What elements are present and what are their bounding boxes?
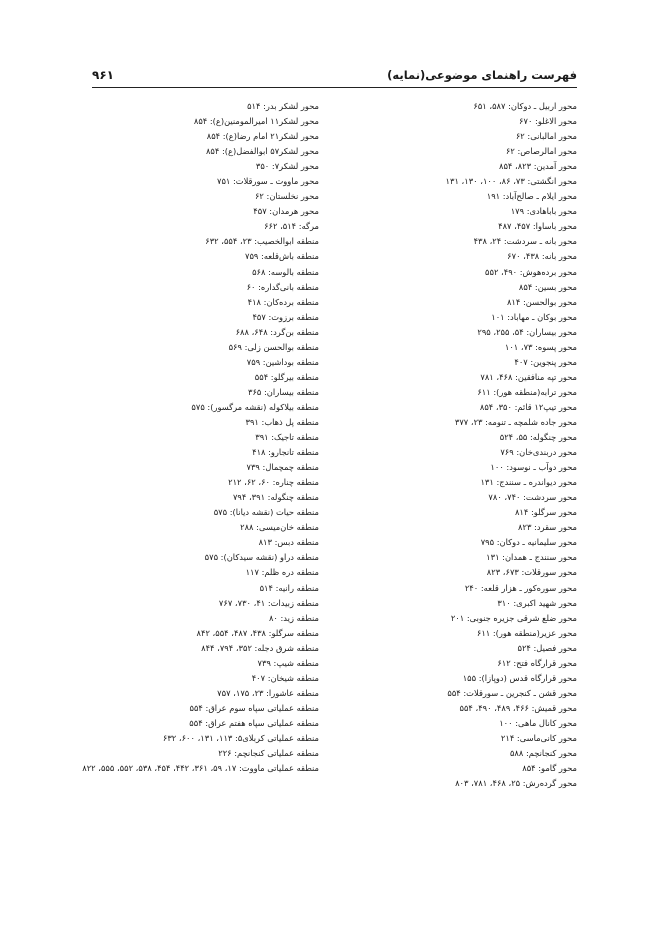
index-entry: منطقه تانجارو: ۴۱۸: [252, 447, 319, 458]
index-entry: محور دیواندره ـ سنندج: ۱۳۱: [480, 477, 577, 488]
index-entry: منطقه زید: ۸۰: [268, 612, 319, 623]
index-entry: منطقه بن‌گرد: ۶۴۸، ۶۸۸: [235, 326, 319, 337]
index-entry: محور تپه منافقین: ۴۶۸، ۷۸۱: [480, 371, 577, 382]
index-entry: محور قرارگاه قدس (دوپازا): ۱۵۵: [462, 672, 577, 683]
index-entry: منطقه حیات (نقشه دیانا): ۵۷۵: [213, 507, 319, 518]
index-entry: منطقه شرق دجله: ۳۵۲، ۷۹۴، ۸۴۴: [201, 642, 319, 653]
index-entry: محور الاغلو: ۶۷۰: [519, 116, 577, 127]
header-rule: [92, 87, 577, 88]
index-entry: محور قشن ـ کنجرین ـ سورقلات: ۵۵۴: [447, 687, 577, 698]
index-entry: محور لشکر بدر: ۵۱۴: [247, 101, 319, 111]
index-entry: منطقه برزوت: ۴۵۷: [252, 311, 319, 322]
index-entry: محور سنندج ـ همدان: ۱۳۱: [486, 552, 577, 563]
index-entry: منطقه بیرگلو: ۵۵۴: [254, 371, 319, 382]
index-entry: منطقه عملیاتی سپاه سوم عراق: ۵۵۴: [189, 702, 319, 713]
index-entry: منطقه باش‌قلعه: ۷۵۹: [245, 251, 319, 262]
index-entry: محور ایلام ـ صالح‌آباد: ۱۹۱: [486, 191, 577, 202]
index-entry: مرگه: ۵۱۴، ۶۶۲: [264, 221, 319, 232]
index-entry: محور بوالحسن: ۸۱۴: [506, 296, 577, 307]
index-entry: محور دربندی‌خان: ۷۶۹: [500, 447, 577, 458]
index-entry: محور گرده‌رش: ۲۵، ۴۶۸، ۷۸۱، ۸۰۳: [455, 778, 577, 789]
index-entry: منطقه دراو (نقشه سیدکان): ۵۷۵: [204, 552, 319, 563]
index-entry: محور ضلع شرقی جزیره جنوبی: ۲۰۱: [450, 612, 577, 623]
index-entry: محور امالرصاص: ۶۲: [505, 146, 577, 157]
index-entry: محور باساوا: ۴۵۷، ۴۸۷: [498, 221, 577, 232]
index-entry: منطقه عملیاتی ماووت: ۱۷، ۵۹، ۳۶۱، ۴۴۲، ۴۵۴، ۵۳۸، ۵۵۲، ۵۵۵، ۸۲۲: [82, 763, 319, 774]
index-entry: محور سقرد: ۸۲۳: [518, 522, 577, 533]
index-entry: منطقه شیخان: ۴۰۷: [251, 672, 319, 683]
index-entry: محور سردشت: ۷۴۰، ۷۸۰: [488, 492, 577, 503]
index-entry: منطقه بانی‌گداره: ۶۰: [246, 281, 319, 292]
index-entry: محور کنجانچم: ۵۸۸: [509, 748, 577, 759]
index-entry: محور گامو: ۸۵۴: [522, 763, 577, 774]
index-entry: منطقه برده‌کان: ۴۱۸: [247, 296, 319, 307]
index-entry: محور ترابه(منطقه هور): ۶۱۱: [477, 386, 577, 397]
index-entry: محور سرگلو: ۸۱۴: [514, 507, 577, 518]
index-entry: منطقه بوداشین: ۷۵۹: [246, 356, 319, 367]
index-entry: محور پنجوین: ۴۰۷: [514, 356, 577, 367]
index-entry: محور امالبانی: ۶۲: [515, 131, 577, 142]
index-entry: منطقه عملیاتی سپاه هفتم عراق: ۵۵۴: [189, 717, 319, 728]
index-entry: منطقه چمچمال: ۷۳۹: [246, 462, 319, 473]
index-entry: محور هرمدان: ۴۵۷: [253, 206, 319, 217]
index-entry: منطقه سرگلو: ۴۳۸، ۴۸۷، ۵۵۴، ۸۴۲: [196, 627, 319, 638]
index-entry: محور سلیمانیه ـ دوکان: ۷۹۵: [480, 537, 577, 548]
index-entry: محور قرارگاه فتح: ۶۱۲: [497, 657, 577, 668]
index-entry: منطقه چناره: ۶۰، ۶۲، ۲۱۲: [228, 477, 319, 488]
index-entry: محور لشکر۵۷ ابوالفضل(ع): ۸۵۴: [205, 146, 319, 157]
index-entry: منطقه ابوالخصیب: ۲۳، ۵۵۴، ۶۳۲: [205, 236, 319, 247]
index-entry: منطقه رانیه: ۵۱۴: [259, 582, 319, 593]
index-entry: محور عزیر(منطقه هور): ۶۱۱: [476, 627, 577, 638]
index-entry: منطقه بالوسه: ۵۶۸: [252, 266, 319, 277]
index-entry: محور لشکر۲۱ امام رضا(ع): ۸۵۴: [206, 131, 319, 142]
index-entry: محور سورقلات: ۶۷۳، ۸۲۳: [486, 567, 577, 578]
index-entry: محور سوره‌کور ـ هزار قلعه: ۲۴۰: [464, 582, 577, 593]
index-column-left: [79, 99, 319, 776]
index-entry: محور تیپ۱۲ قائم: ۳۵۰، ۸۵۴: [479, 401, 577, 412]
index-entry: منطقه چنگوله: ۳۹۱، ۷۹۴: [232, 492, 319, 503]
index-entry: محور بانه ـ سردشت: ۲۴، ۴۳۸: [473, 236, 577, 247]
index-entry: منطقه خان‌میسی: ۲۸۸: [240, 522, 319, 533]
index-entry: محور بیساران: ۵۴، ۲۵۵، ۲۹۵: [477, 326, 577, 337]
index-entry: محور بانه: ۴۳۸، ۶۷۰: [507, 251, 577, 262]
index-entry: محور آمدین: ۸۲۳، ۸۵۴: [499, 161, 577, 172]
index-entry: منطقه عاشورا: ۲۳، ۱۷۵، ۷۵۷: [217, 687, 319, 698]
index-entry: محور انگشتی: ۷۳، ۸۶، ۱۰۰، ۱۳۰، ۱۳۱: [445, 176, 577, 187]
index-entry: محور باباهادی: ۱۷۹: [510, 206, 577, 217]
index-entry: محور نخلستان: ۶۲: [254, 191, 319, 202]
index-entry: محور برده‌هوش: ۴۹۰، ۵۵۲: [485, 266, 577, 277]
index-entry: محور کانال ماهی: ۱۰۰: [499, 717, 577, 728]
index-entry: محور قمیش: ۴۶۶، ۴۸۹، ۴۹۰، ۵۵۴: [459, 702, 577, 713]
index-entry: منطقه بیساران: ۳۶۵: [248, 386, 319, 397]
index-entry: محور لشکر۱۱ امیرالمومنین(ع): ۸۵۴: [193, 116, 319, 127]
index-entry: محور بسین: ۸۵۴: [518, 281, 577, 292]
index-entry: منطقه پل ذهاب: ۳۹۱: [245, 416, 319, 427]
index-entry: منطقه عملیاتی کربلای۵: ۱۱۳، ۱۳۱، ۶۰۰، ۶۳۲: [162, 732, 319, 743]
page-title: فهرست راهنمای موضوعی(نمایه): [387, 68, 577, 82]
index-entry: محور فصیل: ۵۲۴: [517, 642, 577, 653]
index-entry: منطقه دره ظلم: ۱۱۷: [245, 567, 319, 578]
index-entry: منطقه بوالحسن زلی: ۵۶۹: [228, 341, 319, 352]
index-entry: منطقه تاجیک: ۳۹۱: [255, 432, 319, 443]
page-number: ۹۶۱: [92, 68, 114, 82]
index-entry: محور جاده شلمچه ـ تنومه: ۲۳، ۳۷۷: [454, 416, 577, 427]
index-column-right: [337, 99, 577, 791]
index-entry: منطقه بیلاکوله (نقشه مرگسور): ۵۷۵: [191, 401, 319, 412]
index-entry: منطقه شیپ: ۷۳۹: [257, 657, 319, 668]
index-entry: منطقه عملیاتی کنجانچم: ۲۲۶: [218, 748, 319, 759]
index-entry: منطقه زبیدات: ۴۱، ۷۳۰، ۷۶۷: [218, 597, 319, 608]
index-entry: محور دوآب ـ نوسود: ۱۰۰: [490, 462, 577, 473]
index-entry: محور پسوه: ۷۳، ۱۰۱: [504, 341, 577, 352]
index-entry: محور اربیل ـ دوکان: ۵۸۷، ۶۵۱: [473, 101, 577, 111]
index-entry: محور لشکر۷: ۳۵۰: [255, 161, 319, 172]
index-entry: محور چنگوله: ۵۵، ۵۲۴: [499, 432, 577, 443]
page-header: [92, 66, 577, 86]
index-entry: محور کانی‌ماسی: ۲۱۴: [500, 732, 577, 743]
index-entry: محور ماووت ـ سورقلات: ۷۵۱: [216, 176, 319, 187]
index-entry: محور بوکان ـ مهاباد: ۱۰۱: [491, 311, 577, 322]
index-entry: منطقه دبس: ۸۱۳: [258, 537, 319, 548]
index-entry: محور شهید اکبری: ۳۱۰: [497, 597, 577, 608]
